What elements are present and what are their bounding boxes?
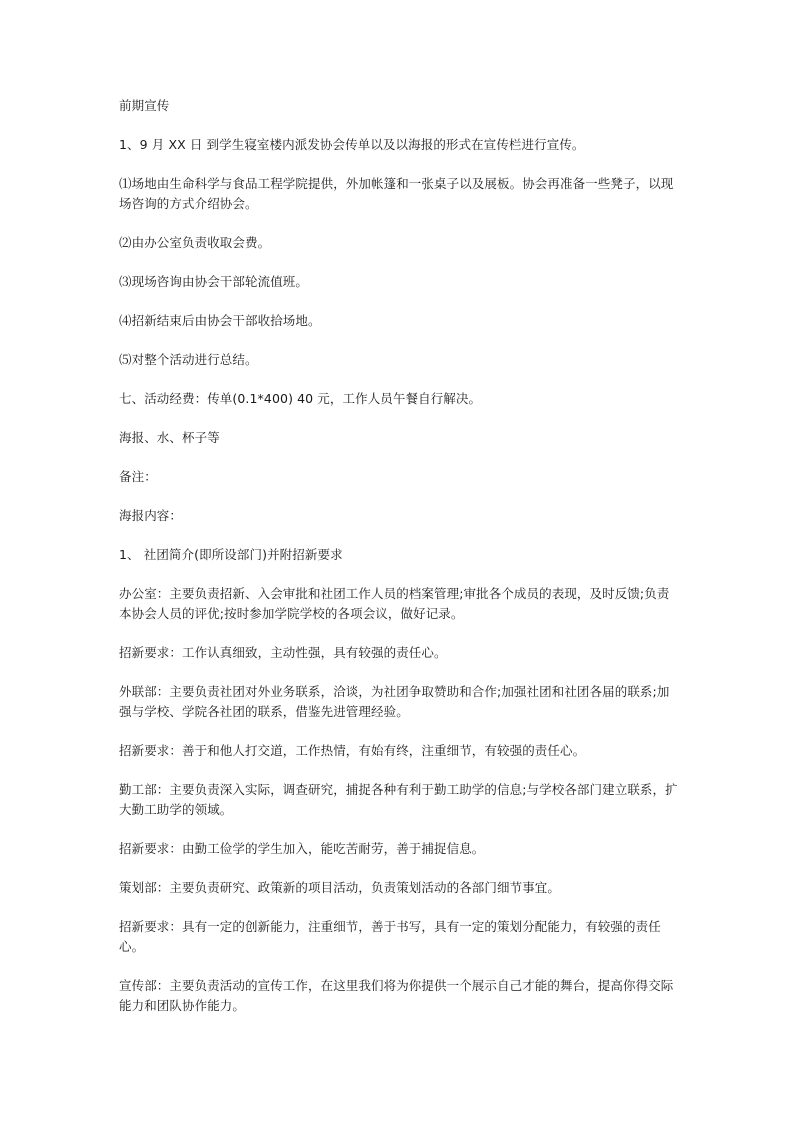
paragraph-budget: 七、活动经费：传单(0.1*400) 40 元，工作人员午餐自行解决。 [119,391,482,406]
paragraph-poster-content: 海报内容： [119,508,183,523]
paragraph-planning-dept: 策划部：主要负责研究、政策新的项目活动，负责策划活动的各部门细节事宜。 [119,880,561,895]
paragraph-venue: ⑴场地由生命科学与食品工程学院提供，外加帐篷和一张桌子以及展板。协会再准备一些凳子，以现场咨询的方式介绍协会。 [119,176,674,211]
paragraph-planning-requirements: 招新要求：具有一定的创新能力，注重细节，善于书写，具有一定的策划分配能力，有较强的责任心。 [119,919,661,954]
paragraph-office-requirements: 招新要求：工作认真细致，主动性强，具有较强的责任心。 [119,645,447,660]
paragraph-workstudy-dept: 勤工部：主要负责深入实际，调查研究，捕捉各种有利于勤工助学的信息;与学校各部门建立联系，扩大勤工助学的领域。 [119,782,678,817]
paragraph-item-1: 1、9 月 XX 日 到学生寝室楼内派发协会传单以及以海报的形式在宣传栏进行宣传。 [119,137,585,152]
paragraph-summary: ⑸对整个活动进行总结。 [119,352,258,367]
paragraph-remarks: 备注： [119,469,157,484]
paragraph-cleanup: ⑷招新结束后由协会干部收拾场地。 [119,313,321,328]
paragraph-consultation: ⑶现场咨询由协会干部轮流值班。 [119,274,309,289]
paragraph-publicity-dept: 宣传部：主要负责活动的宣传工作，在这里我们将为你提供一个展示自己才能的舞台，提高你得交际能力和团队协作能力。 [119,978,674,1013]
paragraph-workstudy-requirements: 招新要求：由勤工俭学的学生加入，能吃苦耐劳，善于捕捉信息。 [119,841,485,856]
paragraph-external-dept: 外联部：主要负责社团对外业务联系，洽谈，为社团争取赞助和合作;加强社团和社团各届的联系;加强与学校、学院各社团的联系，借鉴先进管理经验。 [119,684,670,719]
paragraph-supplies: 海报、水、杯子等 [119,430,220,445]
section-heading-publicity: 前期宣传 [119,98,170,113]
paragraph-office-dept: 办公室：主要负责招新、入会审批和社团工作人员的档案管理;审批各个成员的表现，及时反馈;负责本协会人员的评优;按时参加学院学校的各项会议，做好记录。 [119,586,670,621]
document-body [119,96,679,1035]
paragraph-fees: ⑵由办公室负责收取会费。 [119,235,271,250]
paragraph-club-intro: 1、 社团简介(即所设部门)并附招新要求 [119,547,343,562]
paragraph-external-requirements: 招新要求：善于和他人打交道，工作热情，有始有终，注重细节，有较强的责任心。 [119,743,586,758]
